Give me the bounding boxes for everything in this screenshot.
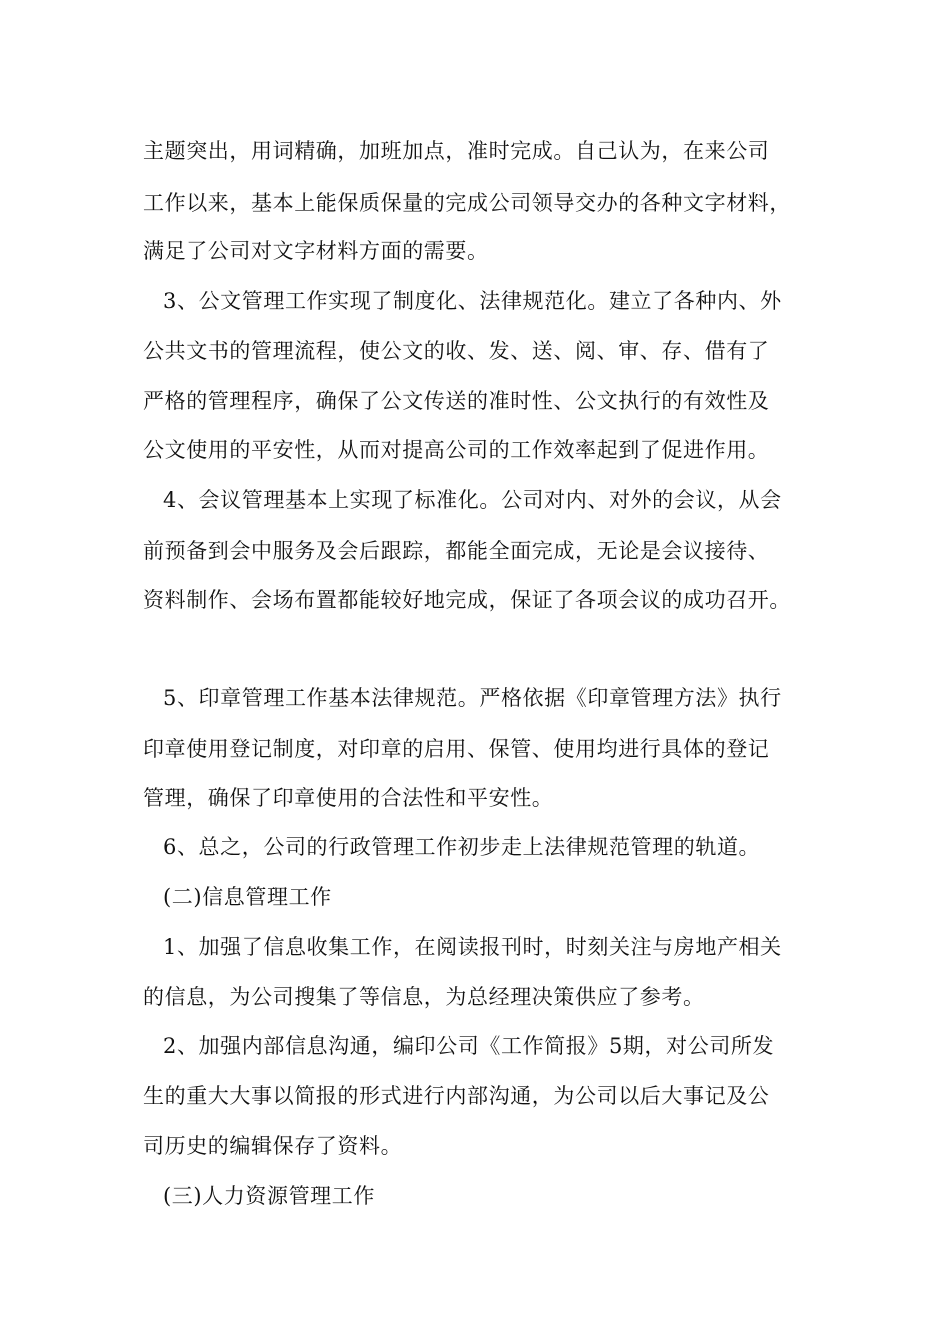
text-line: 司历史的编辑保存了资料。 — [143, 1134, 403, 1158]
text-line: 4、会议管理基本上实现了标准化。公司对内、对外的会议，从会 — [163, 488, 782, 512]
text-line: 2、加强内部信息沟通，编印公司《工作简报》5期，对公司所发 — [163, 1034, 775, 1058]
text-line: 1、加强了信息收集工作，在阅读报刊时，时刻关注与房地产相关 — [163, 935, 782, 959]
text-line: 资料制作、会场布置都能较好地完成，保证了各项会议的成功召开。 — [143, 588, 791, 612]
text-line: 印章使用登记制度，对印章的启用、保管、使用均进行具体的登记 — [143, 737, 770, 761]
text-line: 工作以来，基本上能保质保量的完成公司领导交办的各种文字材料， — [143, 191, 791, 215]
text-line: 满足了公司对文字材料方面的需要。 — [143, 239, 489, 263]
text-line: 管理，确保了印章使用的合法性和平安性。 — [143, 786, 554, 810]
text-line: 生的重大大事以简报的形式进行内部沟通，为公司以后大事记及公 — [143, 1084, 770, 1108]
section-heading: (二)信息管理工作 — [163, 885, 332, 909]
text-line: 3、公文管理工作实现了制度化、法律规范化。建立了各种内、外 — [163, 289, 782, 313]
text-line: 主题突出，用词精确，加班加点，准时完成。自己认为，在来公司 — [143, 139, 770, 163]
text-line: 前预备到会中服务及会后跟踪，都能全面完成，无论是会议接待、 — [143, 539, 770, 563]
text-line: 6、总之，公司的行政管理工作初步走上法律规范管理的轨道。 — [163, 835, 761, 859]
text-line: 公文使用的平安性，从而对提高公司的工作效率起到了促进作用。 — [143, 438, 770, 462]
text-line: 5、印章管理工作基本法律规范。严格依据《印章管理方法》执行 — [163, 686, 782, 710]
text-line: 公共文书的管理流程，使公文的收、发、送、阅、审、存、借有了 — [143, 339, 770, 363]
section-heading: (三)人力资源管理工作 — [163, 1184, 375, 1208]
text-line: 严格的管理程序，确保了公文传送的准时性、公文执行的有效性及 — [143, 389, 770, 413]
text-line: 的信息，为公司搜集了等信息，为总经理决策供应了参考。 — [143, 985, 705, 1009]
